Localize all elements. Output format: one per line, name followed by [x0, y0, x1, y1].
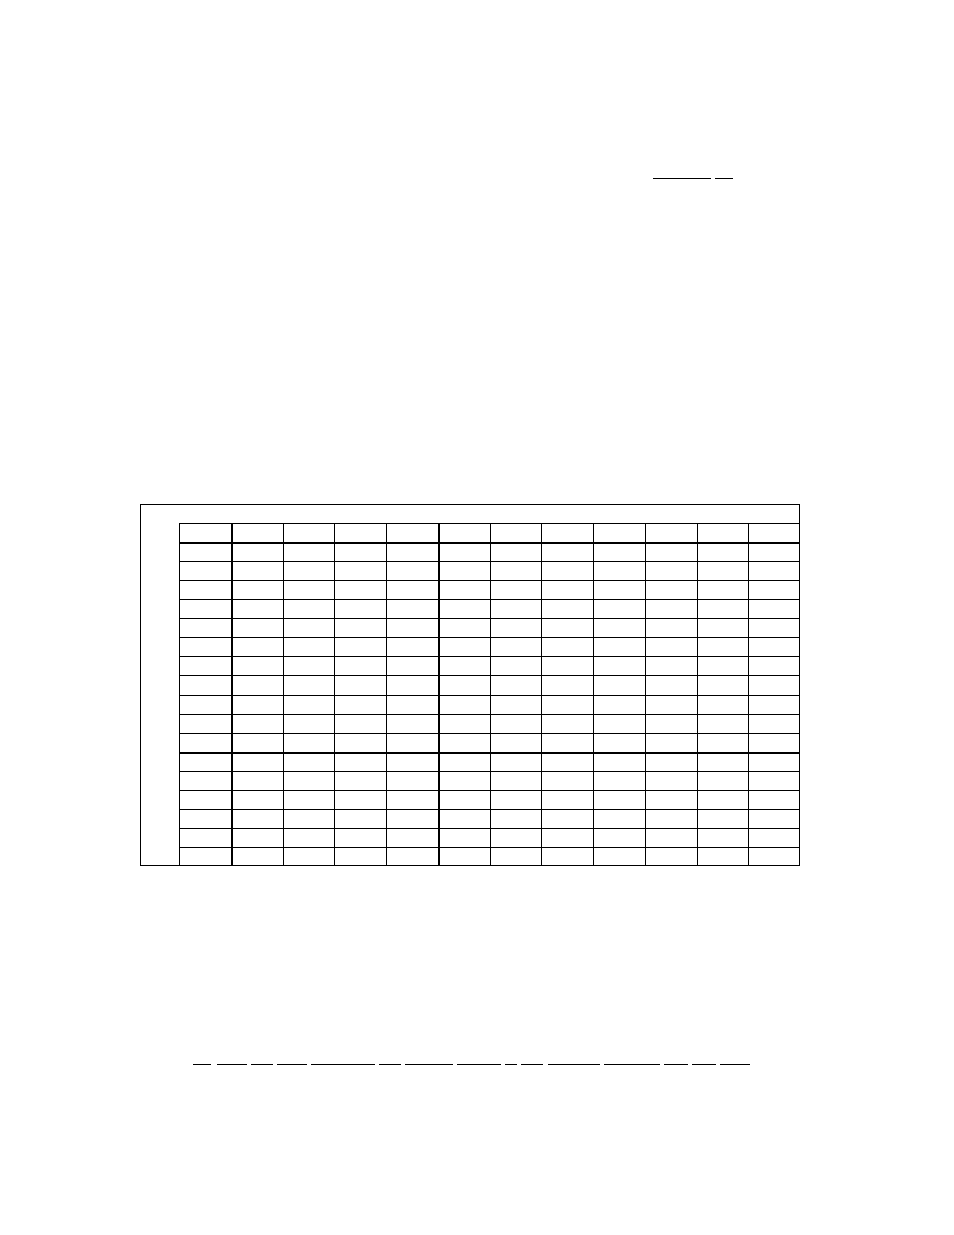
data-table-grid: [179, 523, 800, 866]
table-column-line: [541, 523, 542, 866]
table-column-line: [386, 523, 387, 866]
blank-line: [692, 1064, 716, 1065]
blank-line: [521, 1064, 543, 1065]
table-column-line: [231, 523, 233, 866]
blank-line: [604, 1064, 660, 1065]
blank-line: [311, 1064, 375, 1065]
blank-line: [457, 1064, 501, 1065]
blank-line: [664, 1064, 688, 1065]
table-column-line: [748, 523, 749, 866]
table-column-line: [179, 523, 180, 866]
blank-line: [653, 178, 711, 179]
table-column-line: [283, 523, 284, 866]
blank-line: [277, 1064, 307, 1065]
blank-line: [715, 178, 733, 179]
table-column-line: [645, 523, 646, 866]
blank-line: [720, 1064, 750, 1065]
table-column-line: [799, 523, 800, 866]
blank-line: [405, 1064, 453, 1065]
table-column-line: [593, 523, 594, 866]
table-column-line: [334, 523, 335, 866]
blank-line: [505, 1064, 517, 1065]
table-column-line: [697, 523, 698, 866]
table-column-line: [438, 523, 440, 866]
blank-line: [379, 1064, 401, 1065]
blank-line: [548, 1064, 600, 1065]
blank-line: [217, 1064, 247, 1065]
bottom-blank-lines: [0, 1064, 954, 1066]
blank-line: [251, 1064, 273, 1065]
table-column-line: [490, 523, 491, 866]
blank-line: [193, 1064, 211, 1065]
